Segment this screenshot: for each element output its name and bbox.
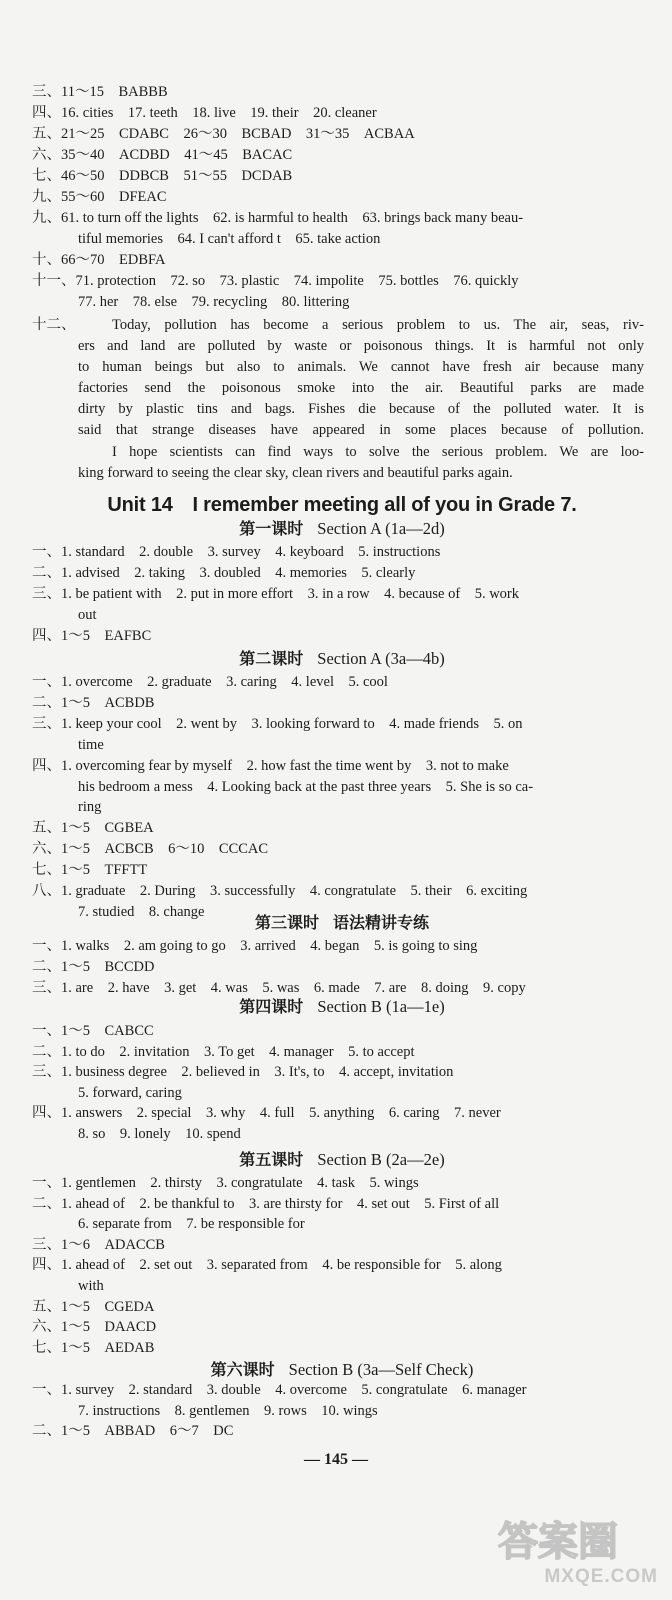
essay-line: Today, pollution has become a serious problem to us. The air, seas, riv-	[112, 317, 644, 333]
essay-line: to human beings but also to animals. We cannot have fresh air because many	[78, 359, 644, 375]
section-heading	[32, 518, 652, 540]
answer-line: 8. so 9. lonely 10. spend	[78, 1125, 241, 1142]
answer-line: tiful memories 64. I can't afford t 65. take action	[78, 231, 381, 247]
answer-line: 二、1. to do 2. invitation 3. To get 4. manager 5. to accept	[32, 1043, 415, 1060]
answer-line: 三、1. business degree 2. believed in 3. It's, to 4. accept, invitation	[32, 1064, 454, 1080]
answer-line: 五、1～5 CGBEA	[32, 820, 154, 837]
answer-line: 一、1. survey 2. standard 3. double 4. overcome 5. congratulate 6. manager	[32, 1382, 527, 1398]
section-heading	[32, 1359, 652, 1381]
section-heading	[32, 648, 652, 670]
answer-line: 二、1. ahead of 2. be thankful to 3. are thirsty for 4. set out 5. First of all	[32, 1195, 500, 1212]
unit-title: Unit 14 I remember meeting all of you in Grade 7.	[107, 494, 577, 516]
answer-line: 一、1～5 CABCC	[32, 1023, 154, 1039]
section-heading	[32, 996, 652, 1018]
answer-line: 六、1～5 DAACD	[32, 1319, 157, 1336]
essay-label: 十二、	[32, 317, 76, 333]
section-lesson-label: 第三课时	[254, 913, 319, 932]
answer-line: 二、1. advised 2. taking 3. doubled 4. memories 5. clearly	[32, 565, 416, 581]
answer-line: with	[78, 1278, 104, 1294]
answer-line: 三、1. are 2. have 3. get 4. was 5. was 6. made 7. are 8. doing 9. copy	[32, 980, 526, 996]
section-lesson-label: 第一课时	[239, 519, 304, 538]
answer-line: 5. forward, caring	[78, 1084, 182, 1101]
answer-line: 五、1～5 CGEDA	[32, 1298, 155, 1315]
section-range: Section A (1a—2d)	[317, 519, 445, 538]
answer-line: 一、1. gentlemen 2. thirsty 3. congratulate 4. task 5. wings	[32, 1175, 419, 1191]
answer-line: 四、1. ahead of 2. set out 3. separated from 4. be responsible for 5. along	[32, 1257, 502, 1274]
answer-line: 一、1. walks 2. am going to go 3. arrived 4. began 5. is going to sing	[32, 938, 478, 954]
answer-line: 三、11～15 BABBB	[32, 84, 168, 100]
answer-line: 九、55～60 DFEAC	[32, 189, 167, 205]
section-lesson-label: 第二课时	[239, 649, 304, 668]
section-lesson-label: 第五课时	[239, 1150, 304, 1169]
answer-line: 六、35～40 ACDBD 41～45 BACAC	[32, 147, 293, 163]
answer-line: ring	[78, 799, 102, 816]
answer-line: 三、1. be patient with 2. put in more effort 3. in a row 4. because of 5. work	[32, 586, 519, 602]
watermark-text: MXQE.COM	[544, 1566, 658, 1587]
answer-line: 四、16. cities 17. teeth 18. live 19. their 20. cleaner	[32, 105, 377, 121]
essay-line: factories send the poisonous smoke into the air. Beautiful parks are made	[78, 380, 644, 396]
answer-line: 6. separate from 7. be responsible for	[78, 1216, 305, 1233]
essay-line: dirty by plastic tins and bags. Fishes die because of the polluted water. It is	[78, 401, 644, 417]
section-heading	[32, 1149, 652, 1171]
answer-line: his bedroom a mess 4. Looking back at the past three years 5. She is so ca-	[78, 778, 534, 795]
watermark-mark: 答案圈	[498, 1519, 618, 1565]
answer-line: 二、1～5 ABBAD 6～7 DC	[32, 1423, 234, 1439]
answer-line: 十、66～70 EDBFA	[32, 252, 166, 268]
answer-line: 一、1. overcome 2. graduate 3. caring 4. level 5. cool	[32, 674, 388, 690]
section-range: Section A (3a—4b)	[317, 649, 445, 668]
answer-line: 三、1. keep your cool 2. went by 3. looking forward to 4. made friends 5. on	[32, 715, 523, 732]
answer-line: 九、61. to turn off the lights 62. is harmful to health 63. brings back many beau-	[32, 210, 524, 226]
answer-line: 六、1～5 ACBCB 6～10 CCCAC	[32, 841, 269, 858]
answer-line: 7. studied 8. change	[78, 903, 205, 920]
answer-line: 四、1. overcoming fear by myself 2. how fast the time went by 3. not to make	[32, 757, 509, 774]
answer-line: 十一、71. protection 72. so 73. plastic 74. impolite 75. bottles 76. quickly	[32, 273, 519, 289]
answer-line: 四、1～5 EAFBC	[32, 628, 152, 644]
answer-line: 八、1. graduate 2. During 3. successfully 4. congratulate 5. their 6. exciting	[32, 883, 528, 899]
answer-line: 二、1～5 ACBDB	[32, 694, 155, 711]
section-range: Section B (2a—2e)	[317, 1150, 445, 1169]
answer-line: 七、1～5 AEDAB	[32, 1339, 155, 1356]
essay-line: said that strange diseases have appeared in some places because of pollution.	[78, 422, 644, 438]
answer-line: 五、21～25 CDABC 26～30 BCBAD 31～35 ACBAA	[32, 126, 415, 142]
answer-line: 7. instructions 8. gentlemen 9. rows 10. wings	[78, 1402, 378, 1419]
answer-line: 二、1～5 BCCDD	[32, 959, 155, 975]
section-range: Section B (1a—1e)	[317, 997, 445, 1016]
answer-line: out	[78, 607, 97, 623]
answer-line: 77. her 78. else 79. recycling 80. littering	[78, 294, 350, 310]
essay-line: king forward to seeing the clear sky, clean rivers and beautiful parks again.	[78, 465, 513, 481]
answer-line: 七、1～5 TFFTT	[32, 862, 148, 879]
essay-line: ers and land are polluted by waste or poisonous things. It is harmful not only	[78, 338, 644, 354]
section-lesson-label: 第四课时	[239, 997, 304, 1016]
answer-line: 七、46～50 DDBCB 51～55 DCDAB	[32, 168, 293, 184]
section-range: Section B (3a—Self Check)	[288, 1360, 474, 1379]
answer-line: 一、1. standard 2. double 3. survey 4. keyboard 5. instructions	[32, 544, 441, 560]
page-number: — 145 —	[304, 1451, 368, 1468]
section-range: 语法精讲专练	[333, 913, 430, 932]
section-lesson-label: 第六课时	[210, 1360, 275, 1379]
answer-line: 三、1～6 ADACCB	[32, 1236, 165, 1253]
answer-line: time	[78, 736, 104, 753]
watermark-logo	[488, 1518, 658, 1588]
essay-line: I hope scientists can find ways to solve the serious problem. We are loo-	[112, 444, 644, 460]
answer-line: 四、1. answers 2. special 3. why 4. full 5. anything 6. caring 7. never	[32, 1105, 501, 1121]
